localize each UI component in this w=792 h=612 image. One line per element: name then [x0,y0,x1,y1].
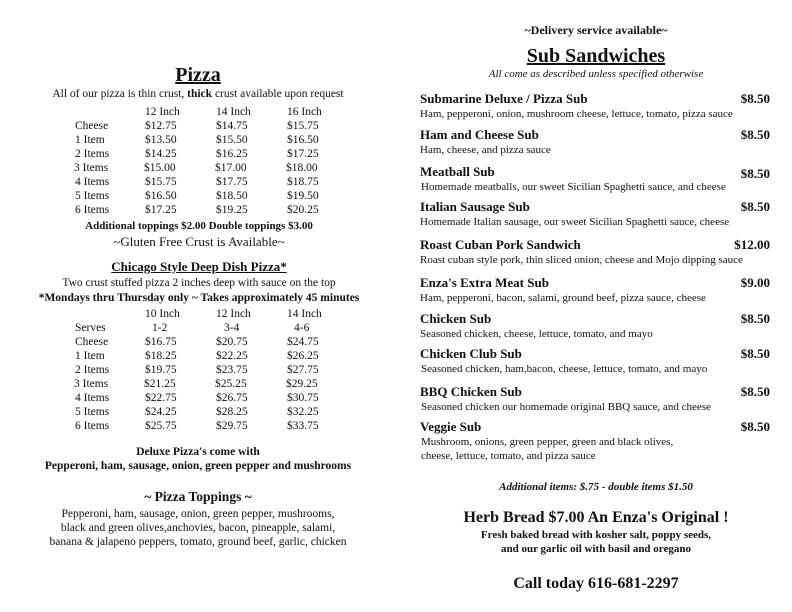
additional-toppings-note: Additional toppings $2.00 Double toppings $3.00 [85,220,313,232]
price-cell: $15.75 [287,120,319,132]
price-cell: $24.25 [145,406,177,418]
item-price: $8.50 [740,91,770,106]
item-name: Ham and Cheese Sub [420,127,539,142]
row-label: Serves [75,322,106,334]
price-cell: $19.75 [145,364,177,376]
deep-dish-title: Chicago Style Deep Dish Pizza* [111,259,287,274]
item-description: Homemade meatballs, our sweet Sicilian Spaghetti sauce, and cheese [421,181,726,193]
header-cell: 12 Inch [216,308,251,320]
subs-title: Sub Sandwiches [526,45,666,67]
item-price: $8.50 [740,419,770,434]
price-cell: $29.25 [286,378,318,390]
price-cell: $19.25 [216,204,248,216]
table-row [0,350,400,364]
deep-dish-description: Two crust stuffed pizza 2 inches deep with sauce on the top [62,277,336,289]
row-label: 2 Items [75,148,110,160]
serves-cell: 1-2 [152,322,168,334]
pizza-subtitle-post: crust available upon request [212,88,344,100]
price-cell: $19.50 [287,190,319,202]
toppings-line: banana & jalapeno peppers, tomato, ground beef, garlic, chicken [49,536,347,548]
serves-row [0,322,400,336]
table-row [0,336,400,350]
table-row [0,134,400,148]
price-cell: $17.00 [215,162,247,174]
row-label: Cheese [75,336,109,348]
row-label: 5 Items [75,190,110,202]
deluxe-ingredients: Pepperoni, ham, sausage, onion, green pepper and mushrooms [44,460,352,472]
price-cell: $22.75 [145,392,177,404]
header-cell: 10 Inch [145,308,180,320]
item-price: $8.50 [740,311,770,326]
price-cell: $27.75 [287,364,319,376]
subs-subtitle: All come as described unless specified otherwise [488,68,704,80]
price-cell: $18.50 [216,190,248,202]
item-name: BBQ Chicken Sub [420,384,522,399]
price-cell: $17.25 [287,148,319,160]
price-cell: $15.00 [144,162,176,174]
item-name: Roast Cuban Pork Sandwich [420,237,581,252]
item-price: $8.50 [740,346,770,361]
item-price: $8.50 [740,127,770,142]
table-row [0,120,400,134]
item-description: Mushroom, onions, green pepper, green and black olives, [421,436,674,448]
call-phone-number[interactable]: Call today 616-681-2297 [513,575,679,592]
toppings-line: Pepperoni, ham, sausage, onion, green pepper, mushrooms, [61,508,335,520]
price-cell: $32.25 [287,406,319,418]
row-label: 1 Item [75,350,105,362]
item-description: Homemade Italian sausage, our sweet Sicilian Spaghetti sauce, cheese [420,216,730,228]
item-name: Meatball Sub [420,164,495,179]
table-row [0,148,400,162]
price-cell: $28.25 [216,406,248,418]
additional-items-note: Additional items: $.75 - double items $1.50 [499,481,693,493]
row-label: 4 Items [75,176,110,188]
item-price: $12.00 [734,237,770,252]
table-row [0,176,400,190]
herb-bread-title: Herb Bread $7.00 An Enza's Original ! [463,509,729,526]
item-description-line2: cheese, lettuce, tomato, and pizza sauce [421,450,596,462]
item-description: Ham, cheese, and pizza sauce [420,144,551,156]
pizza-title: Pizza [175,64,221,86]
item-price: $8.50 [740,199,770,214]
row-label: 3 Items [74,162,109,174]
pizza-subtitle-bold: thick [187,88,213,100]
header-cell: 16 Inch [287,106,322,118]
item-price: $8.50 [740,384,770,399]
serves-cell: 4-6 [294,322,310,334]
row-label: 2 Items [75,364,110,376]
pizza-table-header [0,106,400,120]
item-description: Seasoned chicken our homemade original BBQ sauce, and cheese [421,401,711,413]
price-cell: $14.25 [145,148,177,160]
row-label: 4 Items [75,392,110,404]
item-description: Ham, pepperoni, bacon, salami, ground beef, pizza sauce, cheese [420,292,706,304]
row-label: 1 Item [75,134,105,146]
price-cell: $20.75 [216,336,248,348]
table-row [0,364,400,378]
price-cell: $25.25 [215,378,247,390]
row-label: 3 Items [74,378,109,390]
item-name: Italian Sausage Sub [420,199,530,214]
price-cell: $15.50 [216,134,248,146]
deep-dish-note: *Mondays thru Thursday only ~ Takes approximately 45 minutes [38,292,360,304]
price-cell: $25.75 [145,420,177,432]
header-cell: 14 Inch [216,106,251,118]
price-cell: $13.50 [145,134,177,146]
deluxe-heading: Deluxe Pizza's come with [136,446,260,458]
price-cell: $29.75 [216,420,248,432]
price-cell: $15.75 [145,176,177,188]
price-cell: $30.75 [287,392,319,404]
table-row [0,406,400,420]
gluten-free-note: ~Gluten Free Crust is Available~ [113,234,285,249]
price-cell: $22.25 [216,350,248,362]
table-row [0,378,400,392]
table-row [0,190,400,204]
price-cell: $26.75 [216,392,248,404]
serves-cell: 3-4 [224,322,240,334]
item-description: Ham, pepperoni, onion, mushroom cheese, lettuce, tomato, pizza sauce [420,108,733,120]
delivery-note: ~Delivery service available~ [524,23,668,37]
price-cell: $33.75 [287,420,319,432]
item-description: Seasoned chicken, cheese, lettuce, tomato, and mayo [420,328,653,340]
price-cell: $21.25 [144,378,176,390]
price-cell: $18.75 [287,176,319,188]
header-cell: 12 Inch [145,106,180,118]
price-cell: $16.50 [145,190,177,202]
price-cell: $18.25 [145,350,177,362]
deep-dish-table-header [0,308,400,322]
price-cell: $14.75 [216,120,248,132]
pizza-subtitle [0,88,396,100]
price-cell: $23.75 [216,364,248,376]
row-label: 6 Items [75,204,110,216]
price-cell: $16.50 [287,134,319,146]
price-cell: $18.00 [286,162,318,174]
item-name: Chicken Sub [420,311,492,326]
price-cell: $12.75 [145,120,177,132]
herb-bread-description: Fresh baked bread with kosher salt, poppy seeds, [480,529,712,541]
item-name: Veggie Sub [420,419,482,434]
item-description: Roast cuban style pork, thin sliced onion, cheese and Mojo dipping sauce [420,254,743,266]
item-price: $9.00 [740,275,770,290]
item-name: Submarine Deluxe / Pizza Sub [420,91,588,106]
price-cell: $16.25 [216,148,248,160]
table-row [0,420,400,434]
toppings-line: black and green olives,anchovies, bacon, pineapple, salami, [60,522,336,534]
herb-bread-description-line2: and our garlic oil with basil and oregano [501,543,691,555]
table-row [0,204,400,218]
pizza-subtitle-pre: All of our pizza is thin crust, [52,88,188,100]
item-name: Chicken Club Sub [420,346,522,361]
price-cell: $17.75 [216,176,248,188]
table-row [0,392,400,406]
price-cell: $24.75 [287,336,319,348]
row-label: 6 Items [75,420,110,432]
row-label: 5 Items [75,406,110,418]
toppings-title: ~ Pizza Toppings ~ [144,489,252,504]
header-cell: 14 Inch [287,308,322,320]
table-row [0,162,400,176]
item-name: Enza's Extra Meat Sub [420,275,549,290]
price-cell: $16.75 [145,336,177,348]
price-cell: $20.25 [287,204,319,216]
price-cell: $26.25 [287,350,319,362]
price-cell: $17.25 [145,204,177,216]
item-description: Seasoned chicken, ham,bacon, cheese, lettuce, tomato, and mayo [421,363,708,375]
item-price: $8.50 [740,166,770,181]
row-label: Cheese [75,120,109,132]
